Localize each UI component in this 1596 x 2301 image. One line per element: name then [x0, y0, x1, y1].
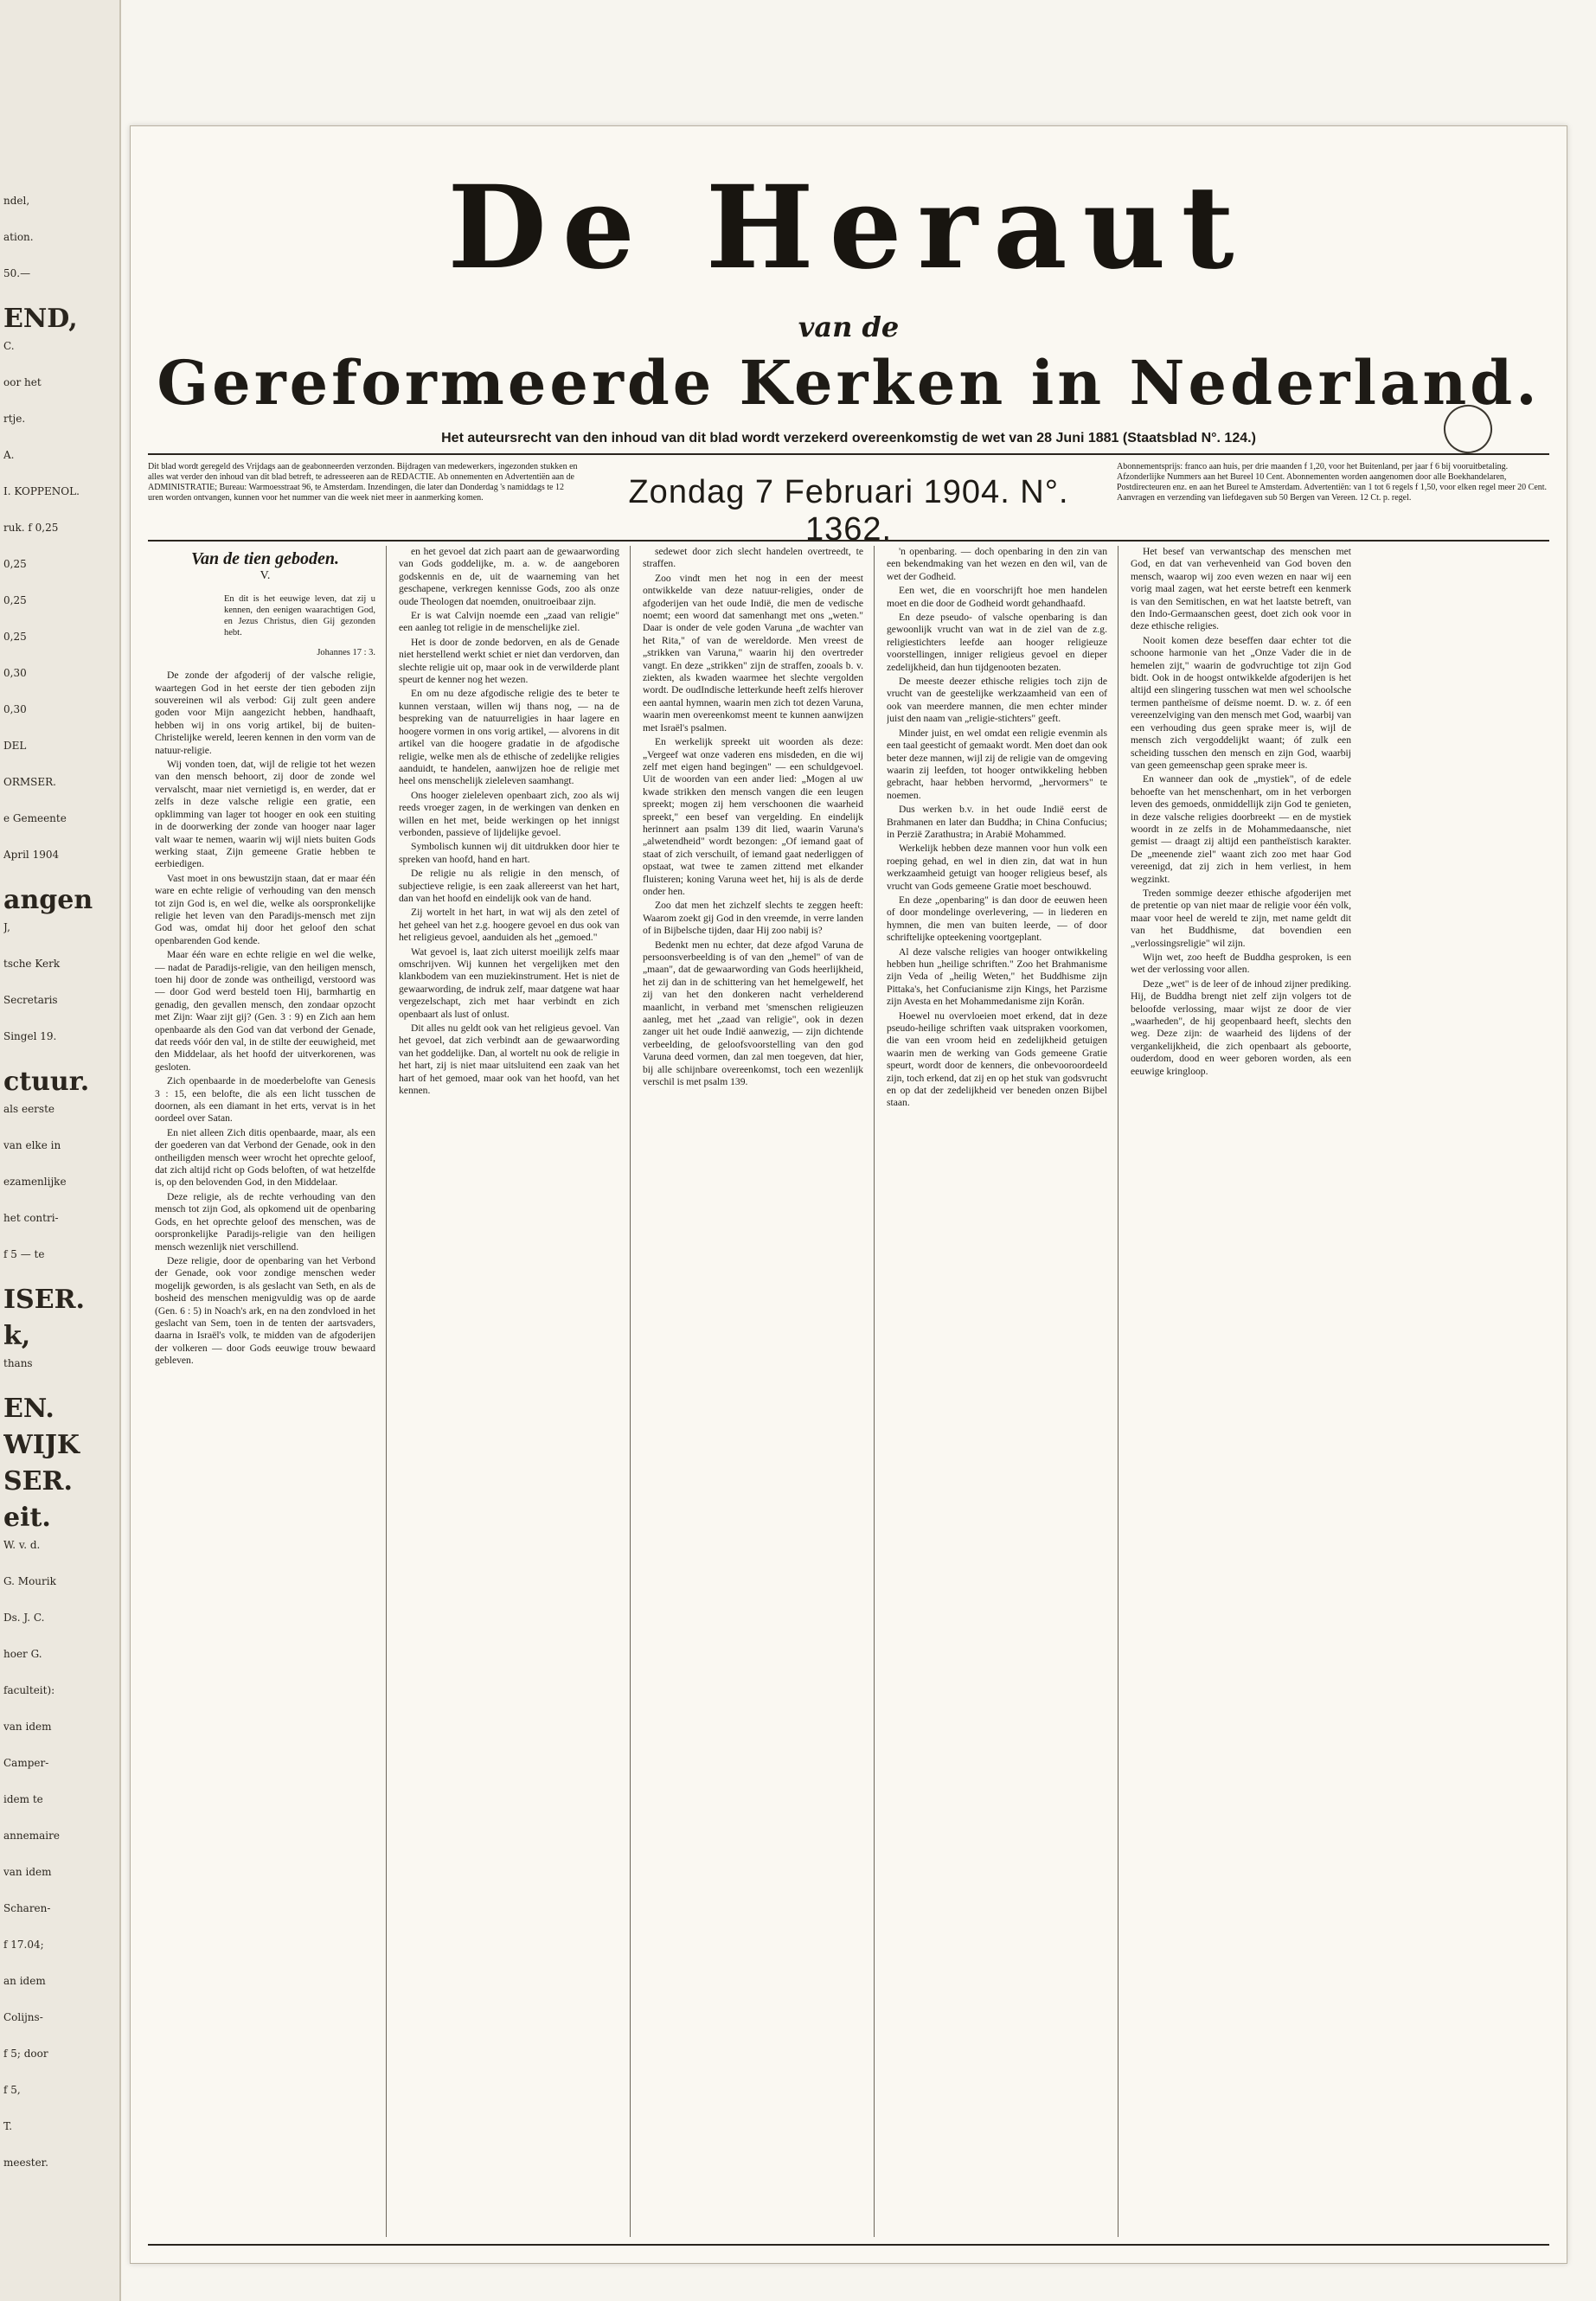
- edge-text-fragment: f 17.04;: [3, 1939, 44, 1951]
- paragraph: Symbolisch kunnen wij dit uitdrukken door hier te spreken van hoofd, hand en hart.: [399, 841, 619, 865]
- paragraph: Hoewel nu overvloeien moet erkend, dat in deze pseudo-heilige schriften vaak uitspraken voorkomen, die van een vroom heid en zedelijkheid getuigen waarin men de werking van Gods gemeene Gratie speurt, wordt door de kenners, die onbevooroordeeld zijn, toch erkend, dat zij en op het stuk van godsvrucht en op dat der zedelijkheid ver beneden onzen Bijbel staan.: [887, 1009, 1107, 1109]
- edge-text-fragment: het contri-: [3, 1212, 59, 1224]
- paragraph: Minder juist, en wel omdat een religie evenmin als een taal geesticht of gemaakt wordt. Men doet dan ook beter deze mannen, wijl zij de religie van de omgeving waarin zij leefden, tot hooger ontwikkeling hebben gebracht, haar hebben hervormd, „hervormers" te noemen.: [887, 727, 1107, 801]
- column-4: [887, 546, 1107, 2237]
- edge-text-fragment: van idem: [3, 1866, 52, 1878]
- edge-text-fragment: f 5 — te: [3, 1248, 45, 1260]
- edge-text-fragment: Camper-: [3, 1757, 49, 1769]
- paragraph: Bedenkt men nu echter, dat deze afgod Varuna de persoonsverbeelding is of van den „hemel" of van de „maan", dat de gewaarwording van Gods heerlijkheid, het zij dan in de schittering van het hemelgewelf, het zij van het den donkeren nacht verhelderend maanlicht, in verband met 'smenschen religieuzen aanleg, met het „zaad van religie", ook in dezen zanger uit het oude Indië aanwezig, — zijn dichtende verbeelding, de geloofsvoorstelling van den god Varuna deed vormen, dan zal men toegeven, dat hier, bij alle schijnbare overeenkomst, toch een wezenlijk verschil is met psalm 139.: [643, 939, 863, 1088]
- edge-text-fragment: ctuur.: [3, 1067, 90, 1097]
- paragraph: Vast moet in ons bewustzijn staan, dat er maar één ware en echte religie of verhouding van den mensch tot zijn God is, en wel die, welke als oorspronkelijke religie het leven van den Paradijs-mensch met zijn God was, omdat hij door het geloof den schat openbarenden God kende.: [155, 872, 375, 946]
- column-divider: [874, 546, 875, 2237]
- edge-text-fragment: A.: [3, 449, 15, 461]
- paragraph: Zich openbaarde in de moederbelofte van Genesis 3 : 15, een belofte, die als een licht tusschen de doornen, als een diamant in het erts, vervat is in het oordeel over Satan.: [155, 1075, 375, 1125]
- edge-text-fragment: meester.: [3, 2157, 48, 2169]
- paragraph: Het besef van verwantschap des menschen met God, en dat van verhevenheid van God boven den mensch, waarop wij zoo even wezen en naar wij een vorig maal zagen, wat het eerste betreft een kenmerk is van den Semitischen, en wat het laatste betreft, van den Indo-Germaanschen geest, doet zich ook voor in deze ethische religies.: [1131, 546, 1351, 632]
- paragraph: Wij vonden toen, dat, wijl de religie tot het wezen van den mensch behoort, zij door de zonde wel vervalscht, maar niet vernietigd is, en werder, dat er zelfs in deze valsche religie een gratie, een opklimming van lager tot hooger en ook een stuiting in de doorwerking der zonde van hooger naar lager valt waar te nemen, waarin wij wijl niets buiten Gods werking staat, Zijn gemeene Gratie hebben te eerbiedigen.: [155, 759, 375, 870]
- column-divider: [630, 546, 631, 2237]
- paragraph: Dit alles nu geldt ook van het religieus gevoel. Van het gevoel, dat zich verbindt aan de gewaarwording van het goddelijke. Dan, al wortelt nu ook de religie in het hart, zij is niet maar uitsluitend een zaak van het hart of het gemoed, maar ook van het hoofd, van het kennen.: [399, 1022, 619, 1097]
- paragraph: 'n openbaring. — doch openbaring in den zin van een bekendmaking van het wezen en den wil, van de wet der Godheid.: [887, 546, 1107, 582]
- edge-text-fragment: an idem: [3, 1975, 46, 1987]
- edge-text-fragment: 0,25: [3, 631, 27, 643]
- epigraph-reference: Johannes 17 : 3.: [317, 647, 375, 657]
- edge-text-fragment: als eerste: [3, 1103, 54, 1115]
- column-1: [155, 546, 375, 2237]
- edge-text-fragment: C.: [3, 340, 15, 352]
- article-number: V.: [260, 569, 271, 583]
- paragraph: en het gevoel dat zich paart aan de gewaarwording van Gods goddelijke, m. a. w. de aangeboren godskennis en de, uit de waarneming van het geschapene, verkregen kennisse Gods, zoo als onze oude Theologen dat noemden, onuitroeibaar zijn.: [399, 546, 619, 607]
- paragraph: Deze „wet" is de leer of de inhoud zijner prediking. Hij, de Buddha brengt niet zelf zijn volgers tot de beloofde verlossing, maar wijst ze door de vier „waarheden", de hij geopenbaard heeft, slechts den weg. Deze zijn: de waarheid des lijdens of der vergankelijkheid, die zich openbaart als geboorte, ouderdom, dood en weer geboren worden, als een eeuwige kringloop.: [1131, 977, 1351, 1077]
- paragraph: Zoo vindt men het nog in een der meest ontwikkelde van deze natuur-religies, onder de afgoderijen van het oude Indië, die men de vedische noemt; een woord dat samenhangt met ons „weten." Daar is onder de vele goden Varuna „de wachter van het Rita," of van de wereldorde. Men vreest de „strikken van Varuna," waarin hij den overtreder vangt. En deze „strikken" zijn de straffen, zooals b. v. ziekten, als kwaden waarmee het slechte vergolden wordt. De oudIndische letterkunde heeft zelfs hierover een aantal hymnen, waarin men zich tot dezen Varuna, waarin men overeenkomst meent te kunnen aanwijzen met Israël's psalmen.: [643, 572, 863, 734]
- masthead: [131, 126, 1567, 445]
- newspaper-title: De Heraut: [447, 161, 1250, 295]
- edge-text-fragment: f 5,: [3, 2084, 21, 2096]
- edge-text-fragment: ezamenlijke: [3, 1176, 67, 1188]
- paragraph: Zoo dat men het zichzelf slechts te zeggen heeft: Waarom zoekt gij God in den vreemde, in verre landen of in Bijbelsche tijden, daar Hij zoo nabij is?: [643, 900, 863, 937]
- edge-text-fragment: e Gemeente: [3, 812, 67, 824]
- paragraph: Een wet, die en voorschrijft hoe men handelen moet en die door de Godheid wordt gehandhaafd.: [887, 585, 1107, 609]
- paragraph: Treden sommige deezer ethische afgoderijen met de pretentie op van niet maar de religie voor één volk, maar voor heel de wereld te zijn, met name geldt dit van het Buddhisme, dat bovendien een „verlossingsreligie" wil zijn.: [1131, 887, 1351, 949]
- edge-text-fragment: faculteit):: [3, 1684, 55, 1696]
- edge-text-fragment: DEL: [3, 740, 27, 752]
- edge-text-fragment: 0,25: [3, 558, 27, 570]
- paragraph: Al deze valsche religies van hooger ontwikkeling hebben hun „heilige schriften." Zoo het Brahmanisme zijn Veda of „heilig Weten," het Buddhisme zijn Pittaka's, het Confucianisme zijn Kings, het Parzisme zijn Avesta en het Mohammedanisme zijn Korân.: [887, 945, 1107, 1008]
- paragraph: En niet alleen Zich ditis openbaarde, maar, als een der goederen van dat Verbond der Genade, ook in den ontheiligden mensch weer wrocht het oprechte geloof, dat zich altijd richt op Gods beloften, of wat hetzelfde is, op den belovenden God, in den Middelaar.: [155, 1126, 375, 1189]
- edge-text-fragment: 0,30: [3, 703, 27, 715]
- epigraph-quote: En dit is het eeuwige leven, dat zij u kennen, den eenigen waarachtigen God, en Jezus Christus, dien Gij gezonden hebt.: [224, 593, 375, 638]
- issue-info-bar: [148, 462, 1549, 548]
- paragraph: Werkelijk hebben deze mannen voor hun volk een roeping gehad, en wel in dien zin, dat wat in hun werkzaamheid getuigt van hooger religieus besef, als vrucht van Gods gemeene Gratie moet beschouwd.: [887, 843, 1107, 892]
- edge-text-fragment: angen: [3, 885, 93, 915]
- edge-text-fragment: Secretaris: [3, 994, 58, 1006]
- article-columns: [148, 546, 1549, 2237]
- paragraph: Deze religie, door de openbaring van het Verbond der Genade, ook voor zondige menschen weder mogelijk geworden, is als geslacht van Seth, en als de bosheid des menschen menigvuldig was op de aarde (Gen. 6 : 5) in Noach's ark, en na den zondvloed in het geslacht van Sem, toen in de tenten der aartsvaders, daarna in Israël's volk, te midden van de afgoderijen der volkeren — door Gods eeuwige trouw bewaard gebleven.: [155, 1254, 375, 1367]
- edge-text-fragment: ORMSER.: [3, 776, 56, 788]
- edge-text-fragment: eit.: [3, 1503, 51, 1533]
- edge-text-fragment: April 1904: [3, 849, 60, 861]
- edge-text-fragment: hoer G.: [3, 1648, 42, 1660]
- paragraph: En deze „openbaring" is dan door de eeuwen heen of door mondelinge overlevering, — in liederen en hymnen, die men van buiten leerde, — of door schriftelijke opteekening voortgeplant.: [887, 894, 1107, 944]
- header-rule-top: [148, 453, 1549, 455]
- paragraph: En werkelijk spreekt uit woorden als deze: „Vergeef wat onze vaderen ens misdeden, en die wij zelf met eigen hand begingen" — een schuldgevoel. Uit de woorden van een ander lied: „Mogen al uw kwade strikken den mensch vangen die een leugen spreekt; mogen zij hem verschoonen die waarheid spreekt," een besef van vergelding. En eindelijk herinnert aan psalm 139 dit lied, waarin Varuna's „alwetendheid" wordt bezongen: „Of iemand gaat of staat of zich verschuilt, of iemand gaat nederliggen of opstaat, wat twee te zamen zittend met elkander fluisteren; koning Varuna weet het, hij is als de derde onder hen.: [643, 736, 863, 897]
- paragraph: Er is wat Calvijn noemde een „zaad van religie" een aanleg tot religie in de menschelijke ziel.: [399, 610, 619, 634]
- issue-date-number: Zondag 7 Februari 1904. N°. 1362.: [628, 474, 1069, 548]
- paragraph: Wijn wet, zoo heeft de Buddha gesproken, is een wet der verlossing voor allen.: [1131, 952, 1351, 976]
- edge-text-fragment: van elke in: [3, 1139, 61, 1151]
- edge-text-fragment: 0,30: [3, 667, 27, 679]
- paragraph: En deze pseudo- of valsche openbaring is dan gewoonlijk vrucht van wat in de ziel van de z.g. religiestichters leefde aan hooger religieuze voorstellingen, inniger religieus gevoel en dieper zedelijkheid, dan hun tijdgenooten bezaten.: [887, 612, 1107, 673]
- paragraph: De religie nu als religie in den mensch, of subjectieve religie, is een zaak allereerst van het hart, dan van het hoofd en eindelijk ook van de hand.: [399, 868, 619, 904]
- newspaper-page: [130, 125, 1567, 2264]
- paragraph: Maar één ware en echte religie en wel die welke, — nadat de Paradijs-religie, van den heiligen mensch, toen hij door de zonde was ontheiligd, verstoord was — door God werd besteld toen Hij, barmhartig en genadig, den gevallen mensch, den zondaar opzocht met Zijn: Waar zijt gij? (Gen. 3 : 9) en Zich aan hem openbaarde als den God van dat verbond der Genade, dat reeds vóór den val, in de stilte der eeuwigheid, met den Middelaar, als het hoofd der uitverkorenen, was gesloten.: [155, 949, 375, 1073]
- column-5: [1131, 546, 1351, 2237]
- paragraph: Wat gevoel is, laat zich uiterst moeilijk zelfs maar omschrijven. Wij kunnen het vergelijken met den klankbodem van een muziekinstrument. Het is niet de gewaarwording, de indruk zelf, maar datgene wat haar vergezelschapt, zich met haar verbindt en zich openbaart als lust of onlust.: [399, 945, 619, 1020]
- edge-text-fragment: ISER.: [3, 1285, 85, 1315]
- edge-text-fragment: W. v. d.: [3, 1539, 41, 1551]
- edge-text-fragment: idem te: [3, 1793, 43, 1805]
- paragraph: De zonde der afgoderij of der valsche religie, waartegen God in het eerste der tien geboden zijn souvereinen wil als verbod: Gij zult geen andere goden voor Mijn aangezicht hebben, handhaaft, hebben wij in ons vorig artikel, bij de buiten-Christelijke wereld, leeren kennen in den vorm van de natuur-religie.: [155, 670, 375, 756]
- column-1-body: [155, 670, 375, 1367]
- adjacent-page-edge: [0, 0, 121, 2301]
- edge-text-fragment: J,: [3, 921, 10, 933]
- edge-text-fragment: T.: [3, 2120, 13, 2132]
- copyright-notice: Het auteursrecht van den inhoud van dit blad wordt verzekerd overeenkomstig de wet van 28 Juni 1881 (Staatsblad N°. 124.): [441, 431, 1256, 445]
- edge-text-fragment: oor het: [3, 376, 42, 388]
- title-van-de: van de: [798, 311, 900, 343]
- edge-text-fragment: I. KOPPENOL.: [3, 485, 80, 497]
- paragraph: Zij wortelt in het hart, in wat wij als den zetel of het geheel van het z.g. hoogere gevoel en dus ook van het religieus gevoel, aanduiden als het „gemoed.": [399, 907, 619, 944]
- edge-text-fragment: WIJK: [3, 1430, 80, 1460]
- edge-text-fragment: Singel 19.: [3, 1030, 57, 1042]
- subscription-rates: Abonnementsprijs: franco aan huis, per drie maanden f 1,20, voor het Buitenland, per jaar f 6 bij vooruitbetaling. Afzonderlijke Nummers aan het Bureel 10 Cent. Abonnementen worden aangenomen door alle Boekhandelaren, Postdirecteuren enz. en aan het Bureel te Amsterdam. Advertentiën: van 1 tot 6 regels f 1,50, voor elken regel meer 20 Cent. Aanvragen en verzending van liefdegaven sub 50 Bergen van Vereen. 12 Ct. p. regel.: [1117, 462, 1548, 503]
- edge-text-fragment: thans: [3, 1357, 33, 1369]
- edge-text-fragment: rtje.: [3, 413, 26, 425]
- paragraph: Dus werken b.v. in het oude Indië eerst de Brahmanen en later dan Buddha; in China Confucius; in Perzië Zarathustra; in Arabië Mohammed.: [887, 804, 1107, 840]
- paragraph: Nooit komen deze beseffen daar echter tot die schoone harmonie van het „Onze Vader die in de hemelen zijt," waarin de godvruchtige tot zijn God bidt. Ook in de hoogst ontwikkelde afgoderijen is het altijd een slingering tusschen wat men wel schoolsche termen pantheïsme of deïsme noemt. D. w. z. óf een vereenzelviging van den mensch met God, waarbij van een verhouding dus geen sprake meer is, wijl de mensch zich vergoddelijkt waant; óf zulk een scheiding tusschen den mensch en zijn God, waarbij van geen gemeenschap geen sprake meer is.: [1131, 634, 1351, 771]
- edge-text-fragment: f 5; door: [3, 2048, 48, 2060]
- edge-text-fragment: tsche Kerk: [3, 958, 61, 970]
- paragraph: Deze religie, als de rechte verhouding van den mensch tot zijn God, als opkomend uit de openbaring Gods, en het oprechte geloof des menschen, was de oorspronkelijke Paradijs-religie van den heiligen mensch wezenlijk niet verschillend.: [155, 1190, 375, 1253]
- edge-text-fragment: k,: [3, 1321, 31, 1351]
- publication-notice: Dit blad wordt geregeld des Vrijdags aan de geabonneerden verzonden. Bijdragen van medewerkers, ingezonden stukken en alles wat verder den inhoud van dit blad betreft, te adresseeren aan de REDACTIE. Ab onnementen en Advertentiën aan de ADMINISTRATIE; Bureau: Warmoesstraat 96, te Amsterdam. Inzendingen, die later dan Donderdag 's namiddags te 12 uren worden ontvangen, kunnen voor het nummer van die week niet meer in aanmerking komen.: [148, 462, 578, 503]
- edge-text-fragment: van idem: [3, 1721, 52, 1733]
- edge-text-fragment: SER.: [3, 1466, 73, 1497]
- paragraph: En wanneer dan ook de „mystiek", of de edele behoefte van het menschenhart, om in het verborgen leven des gemoeds, onmiddellijk zijn God te genieten, in deze valsche religies doorbreekt — en de mystiek woordt in ze zelfs in de Mohammedaansche, niet gemist — draagt zij altijd een pantheïstisch karakter. De „meenende ziel" waant zich zoo met haar God vereenigd, dat zij zich in hem verliest, in hem wegzinkt.: [1131, 773, 1351, 885]
- edge-text-fragment: END,: [3, 304, 78, 334]
- column-2: [399, 546, 619, 2237]
- paragraph: Het is door de zonde bedorven, en als de Genade niet herstellend werkt schiet er niet dan verdorven, dan slechte religie uit op, maar ook in de verwilderde plant speurt de kenner nog het wezen.: [399, 636, 619, 686]
- edge-text-fragment: 50.—: [3, 267, 31, 279]
- paragraph: sedewet door zich slecht handelen overtreedt, te straffen.: [643, 546, 863, 570]
- edge-text-fragment: EN.: [3, 1394, 54, 1424]
- column-3: [643, 546, 863, 2237]
- edge-text-fragment: Colijns-: [3, 2011, 43, 2023]
- footer-rule: [148, 2244, 1549, 2246]
- header-rule-bottom: [148, 540, 1549, 542]
- paragraph: De meeste deezer ethische religies toch zijn de vrucht van de geestelijke werkzaamheid van een of ook van meerdere mannen, die men echter minder juist den naam van „religie-stichters" geeft.: [887, 676, 1107, 725]
- paragraph: Ons hooger zieleleven openbaart zich, zoo als wij reeds vroeger zagen, in de werkingen van denken en willen en het met, beide werkingen op het innigst verbonden, passieve of lijdelijke gevoel.: [399, 789, 619, 838]
- edge-text-fragment: Scharen-: [3, 1902, 51, 1914]
- column-divider: [386, 546, 387, 2237]
- edge-text-fragment: Ds. J. C.: [3, 1612, 45, 1624]
- edge-text-fragment: 0,25: [3, 594, 27, 606]
- newspaper-subtitle: Gereformeerde Kerken in Nederland.: [157, 347, 1541, 419]
- edge-text-fragment: G. Mourik: [3, 1575, 56, 1587]
- edge-text-fragment: ruk. f 0,25: [3, 522, 59, 534]
- edge-text-fragment: ation.: [3, 231, 34, 243]
- paragraph: En om nu deze afgodische religie des te beter te kunnen verstaan, willen wij thans nog, — na de bespreking van de natuurreligies in haar lagere en hoogere vormen in ons vorig artikel, — alvorens in dit artikel van die hoogere gradatie in de afgodische religie, welke men als de ethische of zedelijke religies aanduidt, te handelen, aanwijzen hoe de religie met heel ons menschelijk zieleleven saamhangt.: [399, 688, 619, 787]
- article-title: Van de tien geboden.: [190, 549, 340, 568]
- edge-text-fragment: annemaire: [3, 1830, 60, 1842]
- edge-text-fragment: ndel,: [3, 195, 30, 207]
